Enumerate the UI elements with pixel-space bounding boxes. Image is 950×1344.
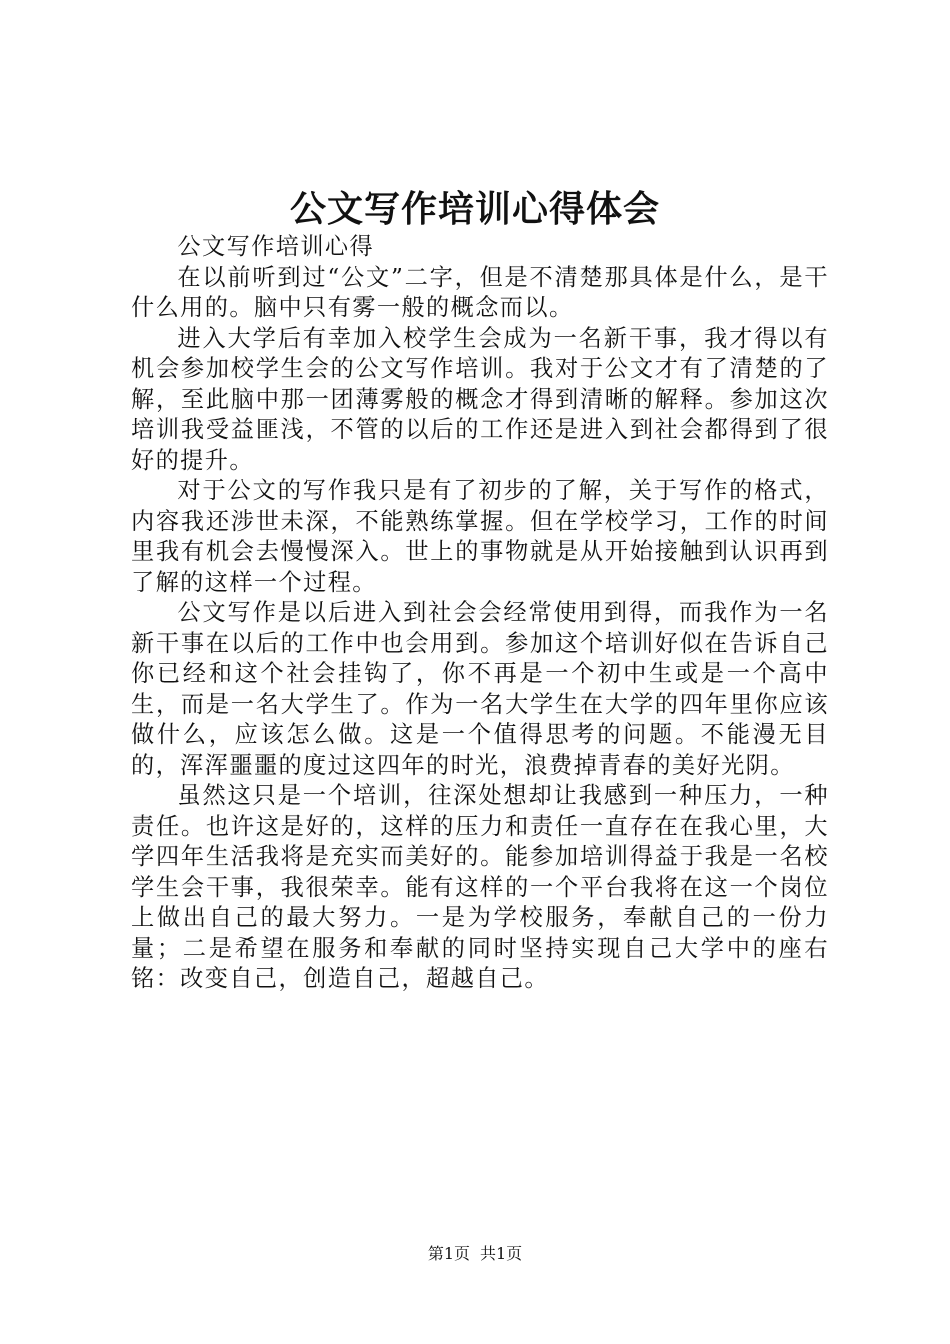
page-footer [0,1243,950,1265]
document-body [131,232,829,995]
page-total: 共1页 [480,1244,523,1263]
paragraph: 进入大学后有幸加入校学生会成为一名新干事，我才得以有机会参加校学生会的公文写作培训。我对于公文才有了清楚的了解，至此脑中那一团薄雾般的概念才得到清晰的解释。参加这次培训我受益匪浅，不管的以后的工作还是进入到社会都得到了很好的提升。 [131,324,829,474]
paragraph: 公文写作是以后进入到社会会经常使用到得，而我作为一名新干事在以后的工作中也会用到。参加这个培训好似在告诉自己你已经和这个社会挂钩了，你不再是一个初中生或是一个高中生，而是一名大学生了。作为一名大学生在大学的四年里你应该做什么，应该怎么做。这是一个值得思考的问题。不能漫无目的，浑浑噩噩的度过这四年的时光，浪费掉青春的美好光阴。 [131,599,829,779]
paragraph: 对于公文的写作我只是有了初步的了解，关于写作的格式，内容我还涉世未深，不能熟练掌握。但在学校学习，工作的时间里我有机会去慢慢深入。世上的事物就是从开始接触到认识再到了解的这样一个过程。 [131,477,829,596]
document-title: 公文写作培训心得体会 [289,188,660,230]
paragraph: 在以前听到过“公文”二字，但是不清楚那具体是什么，是干什么用的。脑中只有雾一般的概念而以。 [131,263,829,321]
page-number: 第1页 [427,1244,470,1263]
paragraph-subtitle: 公文写作培训心得 [177,233,375,260]
paragraph: 虽然这只是一个培训，往深处想却让我感到一种压力，一种责任。也许这是好的，这样的压力和责任一直存在在我心里，大学四年生活我将是充实而美好的。能参加培训得益于我是一名校学生会干事，我很荣幸。能有这样的一个平台我将在这一个岗位上做出自己的最大努力。一是为学校服务，奉献自己的一份力量；二是希望在服务和奉献的同时坚持实现自己大学中的座右铭：改变自己，创造自己，超越自己。 [131,782,829,992]
